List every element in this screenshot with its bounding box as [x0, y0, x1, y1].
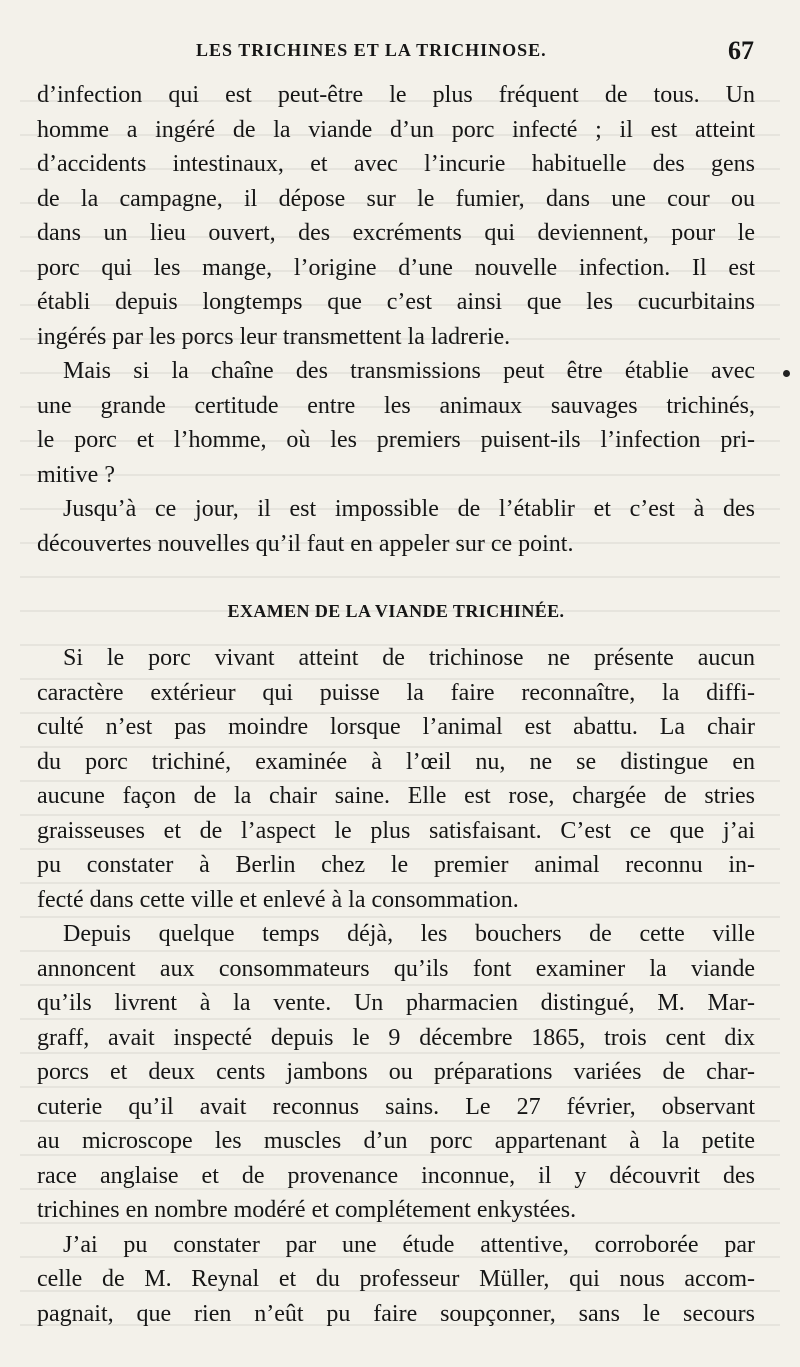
text-line: de la campagne, il dépose sur le fumier, dans une cour ou [37, 185, 755, 212]
text-line: d’accidents intestinaux, et avec l’incurie habituelle des gens [37, 151, 755, 177]
text-line: homme a ingéré de la viande d’un porc infecté ; il est atteint [37, 116, 755, 143]
paragraph-4 [37, 641, 755, 917]
paragraph-6 [37, 1228, 755, 1332]
text-line: fecté dans cette ville et enlevé à la consommation. [37, 886, 519, 913]
text-line: porcs et deux cents jambons ou préparations variées de char- [37, 1059, 755, 1085]
paragraph-5 [37, 917, 755, 1228]
text-line: graisseuses et de l’aspect le plus satisfaisant. C’est ce que j’ai [37, 817, 755, 844]
text-line: J’ai pu constater par une étude attentive, corroborée par [63, 1231, 755, 1258]
paragraph-1 [37, 78, 755, 354]
text-line: établi depuis longtemps que c’est ainsi que les cucurbitains [37, 289, 755, 315]
text-line: qu’ils livrent à la vente. Un pharmacien distingué, M. Mar- [37, 990, 755, 1016]
text-line: ingérés par les porcs leur transmettent la ladrerie. [37, 323, 511, 350]
text-line: Jusqu’à ce jour, il est impossible de l’établir et c’est à des [63, 496, 755, 522]
text-line: découvertes nouvelles qu’il faut en appeler sur ce point. [37, 530, 574, 557]
text-line: graff, avait inspecté depuis le 9 décembre 1865, trois cent dix [37, 1024, 755, 1051]
text-line: une grande certitude entre les animaux sauvages trichinés, [37, 392, 755, 419]
margin-dot-mark [783, 370, 790, 377]
text-line: pagnait, que rien n’eût pu faire soupçonner, sans le secours [37, 1300, 755, 1327]
page-number: 67 [728, 36, 754, 65]
text-line: Depuis quelque temps déjà, les bouchers de cette ville [63, 921, 755, 947]
section-heading: EXAMEN DE LA VIANDE TRICHINÉE. [227, 601, 565, 621]
text-line: trichines en nombre modéré et complétement enkystées. [37, 1197, 577, 1223]
paragraph-3 [37, 492, 755, 561]
paragraph-2 [37, 354, 755, 492]
text-line: du porc trichiné, examinée à l’œil nu, ne se distingue en [37, 748, 755, 775]
text-line: annoncent aux consommateurs qu’ils font examiner la viande [37, 955, 755, 982]
running-head [40, 38, 754, 72]
text-line: aucune façon de la chair saine. Elle est rose, chargée de stries [37, 783, 755, 809]
body-text [37, 78, 755, 1331]
text-line: mitive ? [37, 461, 115, 488]
text-line: pu constater à Berlin chez le premier animal reconnu in- [37, 852, 755, 878]
text-line: race anglaise et de provenance inconnue, il y découvrit des [37, 1162, 755, 1189]
text-line: le porc et l’homme, où les premiers puisent-ils l’infection pri- [37, 427, 755, 453]
running-title: LES TRICHINES ET LA TRICHINOSE. [196, 40, 547, 60]
text-line: culté n’est pas moindre lorsque l’animal est abattu. La chair [37, 714, 755, 740]
text-line: dans un lieu ouvert, des excréments qui deviennent, pour le [37, 220, 755, 246]
text-line: cuterie qu’il avait reconnus sains. Le 27 février, observant [37, 1093, 755, 1120]
text-line: Si le porc vivant atteint de trichinose ne présente aucun [63, 645, 755, 671]
text-line: Mais si la chaîne des transmissions peut être établie avec [63, 358, 755, 384]
text-line: caractère extérieur qui puisse la faire reconnaître, la diffi- [37, 679, 755, 706]
text-line: celle de M. Reynal et du professeur Müller, qui nous accom- [37, 1266, 755, 1292]
text-line: au microscope les muscles d’un porc appartenant à la petite [37, 1128, 755, 1154]
text-line: d’infection qui est peut-être le plus fréquent de tous. Un [37, 82, 755, 108]
text-line: porc qui les mange, l’origine d’une nouvelle infection. Il est [37, 254, 755, 281]
